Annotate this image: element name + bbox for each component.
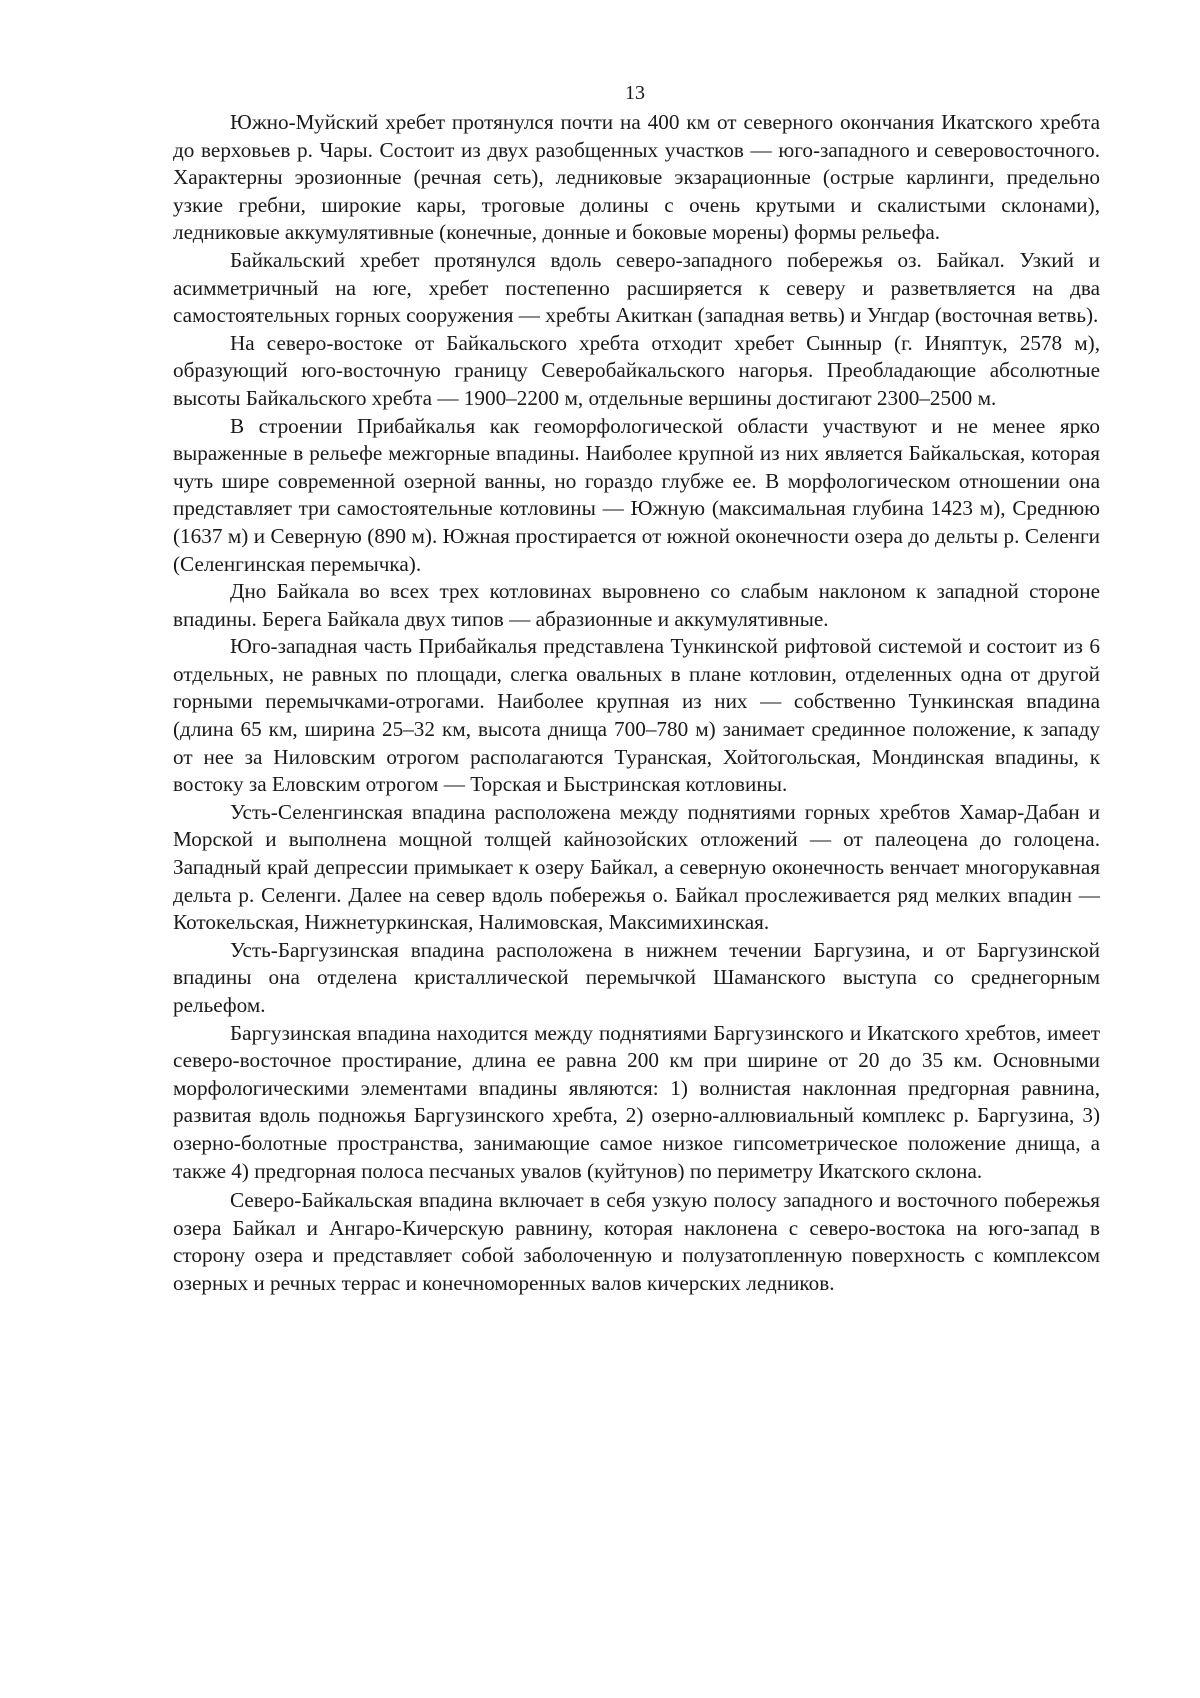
page-number: 13	[625, 82, 645, 104]
paragraph-barguzin: Баргузинская впадина находится между поднятиями Баргузинского и Икатского хребтов, имеет северо-восточное простирание, длина ее равна 200 км при ширине от 20 до 35 км. Основными морфологическими элементами впадины являются: 1) волнистая наклонная предгорная равнина, развитая вдоль подножья Баргузинского хребта, 2) озерно-аллювиальный комплекс р. Баргузина, 3) озерно-болотные пространства, занимающие самое низкое гипсометрическое положение днища, а также 4) предгорная полоса песчаных увалов (куйтунов) по периметру Икатского склона.	[173, 1020, 1100, 1183]
paragraph-baikal-bottom: Дно Байкала во всех трех котловинах выровнено со слабым наклоном к западной стороне впадины. Берега Байкала двух типов — абразионные и аккумулятивные.	[173, 579, 1100, 631]
paragraph-ust-barguzin: Усть-Баргузинская впадина расположена в нижнем течении Баргузина, и от Баргузинской впадины она отделена кристаллической перемычкой Шаманского выступа со среднегорным рельефом.	[173, 937, 1100, 1017]
paragraph-tunka-rift: Юго-западная часть Прибайкалья представлена Тункинской рифтовой системой и состоит из 6 отдельных, не равных по площади, слегка овальных в плане котловин, отделенных одна от другой горными перемычками-отрогами. Наиболее крупная из них — собственно Тункинская впадина (длина 65 км, ширина 25–32 км, высота днища 700–780 м) занимает срединное положение, к западу от нее за Ниловским отрогом располагаются Туранская, Хойтогольская, Мондинская впадины, к востоку за Еловским отрогом — Торская и Быстринская котловины.	[173, 634, 1100, 797]
paragraph-ust-selenga: Усть-Селенгинская впадина расположена между поднятиями горных хребтов Хамар-Дабан и Морской и выполнена мощной толщей кайнозойских отложений — от палеоцена до голоцена. Западный край депрессии примыкает к озеру Байкал, а северную оконечность венчает многорукавная дельта р. Селенги. Далее на север вдоль побережья о. Байкал прослеживается ряд мелких впадин — Котокельская, Нижнетуркинская, Налимовская, Максимихинская.	[173, 799, 1100, 935]
paragraph-yuzhno-muysky-ridge: Южно-Муйский хребет протянулся почти на 400 км от северного окончания Икатского хребта до верховьев р. Чары. Состоит из двух разобщенных участков — юго-западного и северовосточного. Характерны эрозионные (речная сеть), ледниковые экзарационные (острые карлинги, предельно узкие гребни, широкие кары, троговые долины с очень крутыми и скалистыми склонами), ледниковые аккумулятивные (конечные, донные и боковые морены) формы рельефа.	[173, 110, 1100, 245]
document-body	[173, 109, 1100, 1298]
paragraph-baikal-depressions: В строении Прибайкалья как геоморфологической области участвуют и не менее ярко выраженные в рельефе межгорные впадины. Наиболее крупной из них является Байкальская, которая чуть шире современной озерной ванны, но гораздо глубже ее. В морфологическом отношении она представляет три самостоятельные котловины — Южную (максимальная глубина 1423 м), Среднюю (1637 м) и Северную (890 м). Южная простирается от южной оконечности озера до дельты р. Селенги (Селенгинская перемычка).	[173, 413, 1100, 576]
paragraph-synnyr-ridge: На северо-востоке от Байкальского хребта отходит хребет Сынныр (г. Иняптук, 2578 м), образующий юго-восточную границу Северобайкальского нагорья. Преобладающие абсолютные высоты Байкальского хребта — 1900–2200 м, отдельные вершины достигают 2300–2500 м.	[173, 330, 1100, 410]
paragraph-north-baikal: Северо-Байкальская впадина включает в себя узкую полосу западного и восточного побережья озера Байкал и Ангаро-Кичерскую равнину, которая наклонена с северо-востока на юго-запад в сторону озера и представляет собой заболоченную и полузатопленную поверхность с комплексом озерных и речных террас и конечноморенных валов кичерских ледников.	[173, 1188, 1100, 1295]
paragraph-baikal-ridge: Байкальский хребет протянулся вдоль северо-западного побережья оз. Байкал. Узкий и асимметричный на юге, хребет постепенно расширяется к северу и разветвляется на два самостоятельных горных сооружения — хребты Акиткан (западная ветвь) и Унгдар (восточная ветвь).	[173, 247, 1100, 328]
